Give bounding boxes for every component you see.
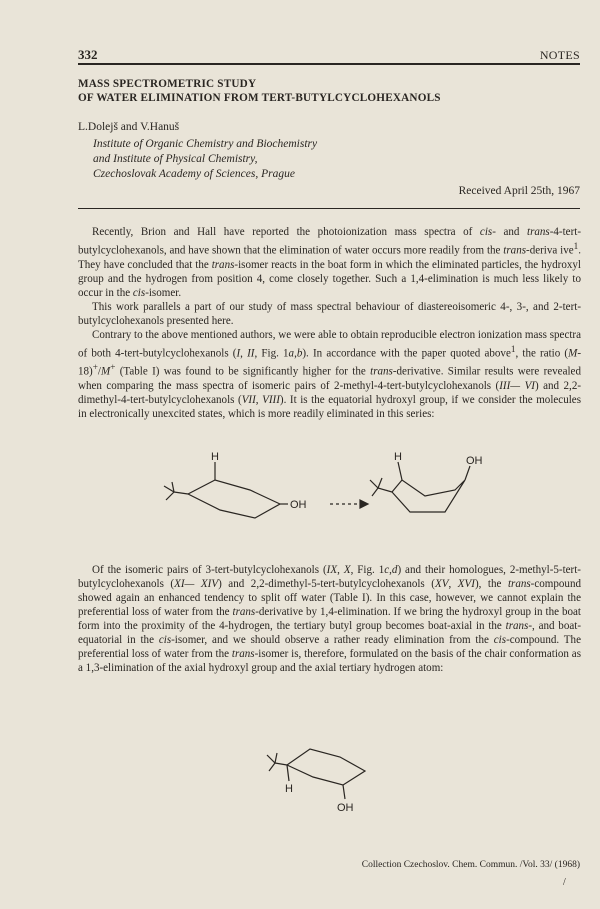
title-line-1: MASS SPECTROMETRIC STUDY [78, 78, 257, 90]
chair-to-boat-scheme [160, 452, 490, 542]
paragraph-2: This work parallels a part of our study of mass spectral behaviour of diastereoisomeric 4-, 3-, and 2-tert-butylcyclohexanols presented here. [78, 300, 581, 327]
scheme-right-h: H [394, 452, 402, 463]
chair-ring-axial [287, 749, 365, 785]
affiliation-line-2: and Institute of Physical Chemistry, [93, 153, 258, 165]
title-line-2: OF WATER ELIMINATION FROM TERT-BUTYLCYCLOHEXANOLS [78, 92, 441, 104]
body-text-bottom [78, 563, 581, 675]
running-header [78, 47, 580, 63]
authors: L.Dolejš and V.Hanuš [78, 121, 180, 133]
section-label: NOTES [539, 48, 580, 62]
paragraph-4: Of the isomeric pairs of 3-tert-butylcyclohexanols (IX, X, Fig. 1c,d) and their homologues, 2-methyl-5-tert-butylcyclohexanols (XI— XIV) and 2,2-dimethyl-5-tert-butylcyclohexanols (XV, XVI), the trans-compound showed again an enhanced tendency to split off water (Table I). In this case, however, we cannot explain the preferential loss of water from the trans-derivative by 1,4-elimination. If we bring the hydroxyl group in the boat form into the proximity of the 4-hydrogen, the tertiary butyl group becomes boat-axial in the trans-, and boat-equatorial in the cis-isomer, and we should observe a rather ready elimination from the cis-compound. The preferential loss of water from the trans-isomer is, therefore, formulated on the basis of the chair conformation as a 1,3-elimination of the axial hydroxyl group and the axial tertiary hydrogen atom: [78, 564, 581, 674]
page-number: 332 [78, 47, 98, 62]
scheme-left-oh: OH [290, 499, 307, 511]
journal-footer: Collection Czechoslov. Chem. Commun. /Vol. 33/ (1968) [361, 860, 580, 870]
affiliation-line-1: Institute of Organic Chemistry and Biochemistry [93, 138, 318, 150]
chair-oh-label: OH [337, 802, 354, 814]
article-title [78, 77, 578, 105]
boat-ring-right [392, 480, 465, 512]
received-date: Received April 25th, 1967 [458, 185, 580, 197]
affiliation [93, 137, 317, 182]
paragraph-1: Recently, Brion and Hall have reported the photoionization mass spectra of cis- and trans-4-tert-butylcyclohexanols, and have shown that the elimination of water occurs more readily from the trans-deriva ive$^1$. They have concluded that the trans-isomer reacts in the boat form in which the eliminated particles, the hydroxyl group and the hydrogen from position 4, come closely together. Such a 1,4-elimination is much less likely to occur in the cis-isomer. [78, 226, 581, 299]
paragraph-3: Contrary to the above mentioned authors, we were able to obtain reproducible electron ionization mass spectra of both 4-tert-butylcyclohexanols (I, II, Fig. 1a,b). In accordance with the paper quoted above$^1$, the ratio (M-18)+/M+ (Table I) was found to be significantly higher for the trans-derivative. Similar results were revealed when comparing the mass spectra of isomeric pairs of 2-methyl-4-tert-butylcyclohexanols (III— VI) and 2,2-dimethyl-4-tert-butylcyclohexanols (VII, VIII). It is the equatorial hydroxyl group, if we consider the molecules in electronically unexcited states, which is more readily eliminated in this series: [78, 328, 582, 421]
margin-mark: / [563, 877, 566, 888]
chair-axial-figure [265, 735, 375, 815]
header-rule [78, 63, 580, 65]
scheme-right-oh: OH [466, 455, 483, 467]
body-text-top [78, 225, 581, 421]
title-rule [78, 208, 580, 209]
chair-h-label: H [285, 783, 293, 795]
scheme-left-h: H [211, 452, 219, 463]
affiliation-line-3: Czechoslovak Academy of Sciences, Prague [93, 168, 295, 180]
chair-ring-left [188, 480, 280, 518]
